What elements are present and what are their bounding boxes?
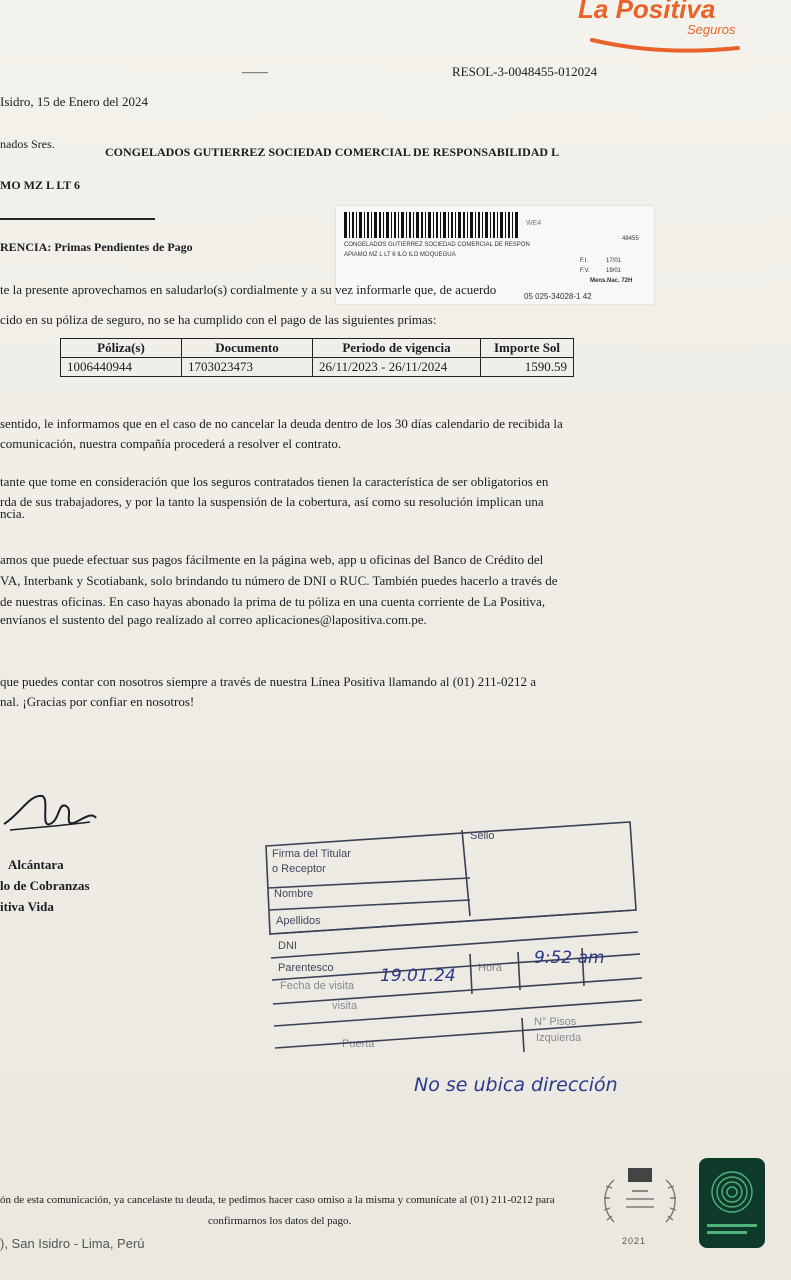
stamp-parentesco-label: Parentesco bbox=[278, 962, 334, 974]
label-fv: F.V. bbox=[580, 268, 590, 274]
label-bottom: 05 025-34028-1 42 bbox=[524, 292, 592, 301]
stamp-puerta-label: Puerta bbox=[342, 1038, 375, 1050]
signer-title: lo de Cobranzas bbox=[0, 878, 90, 893]
fingerprint-icon bbox=[709, 1166, 755, 1218]
signer-name: Alcántara bbox=[8, 857, 64, 872]
cell-poliza: 1006440944 bbox=[61, 358, 182, 377]
para1-line2: comunicación, nuestra compañía procederá a resolver el contrato. bbox=[0, 436, 342, 451]
table-header-row bbox=[61, 339, 574, 358]
label-line2: APIAMO MZ L LT 6 ILO ILO MOQUEGUA bbox=[344, 252, 456, 258]
intro-line-2: cido en su póliza de seguro, no se ha cumplido con el pago de las siguientes primas: bbox=[0, 312, 437, 327]
company-address: MO MZ L LT 6 bbox=[0, 178, 81, 192]
stamp-handwritten-note: No se ubica dirección bbox=[414, 1074, 618, 1096]
footer-line1: ón de esta comunicación, ya cancelaste tu deuda, te pedimos hacer caso omiso a la misma y comunícate al (01) 211-0212 para bbox=[0, 1194, 555, 1206]
col-documento: Documento bbox=[182, 339, 313, 358]
brand-sub: Seguros bbox=[687, 22, 736, 37]
reference-line: RENCIA: Primas Pendientes de Pago bbox=[0, 240, 193, 254]
para2-line3: ncia. bbox=[0, 506, 25, 521]
greeting: nados Sres. bbox=[0, 137, 55, 151]
letter-date: Isidro, 15 de Enero del 2024 bbox=[0, 94, 149, 109]
stamp-fecha-value: 19.01.24 bbox=[380, 966, 456, 986]
footer-line2: confirmarnos los datos del pago. bbox=[208, 1215, 352, 1227]
premiums-table bbox=[60, 338, 574, 377]
col-importe: Importe Sol bbox=[481, 339, 574, 358]
footer-address: ), San Isidro - Lima, Perú bbox=[0, 1236, 145, 1251]
header-dash: —— bbox=[242, 64, 268, 79]
stamp-pisos-label: N° Pisos bbox=[534, 1016, 577, 1028]
seal-bar bbox=[707, 1224, 757, 1227]
para3-line2: VA, Interbank y Scotiabank, solo brindando tu número de DNI o RUC. También puedes hacerlo a través de bbox=[0, 573, 558, 588]
resolution-number: RESOL-3-0048455-012024 bbox=[452, 64, 598, 79]
cell-documento: 1703023473 bbox=[182, 358, 313, 377]
stamp-nombre-label: Nombre bbox=[274, 888, 314, 900]
signature-icon bbox=[0, 784, 100, 840]
label-mens: Mens.Nac. 72H bbox=[590, 278, 633, 284]
seal-badge bbox=[699, 1158, 765, 1248]
cell-periodo: 26/11/2023 - 26/11/2024 bbox=[313, 358, 481, 377]
delivery-stamp bbox=[262, 818, 642, 1118]
table-row bbox=[61, 358, 574, 377]
label-fe-value: 17/01 bbox=[606, 258, 622, 264]
seal-bar bbox=[707, 1231, 747, 1234]
stamp-apellidos-label: Apellidos bbox=[276, 915, 321, 927]
label-fv-value: 19/01 bbox=[606, 268, 622, 274]
intro-line-1: te la presente aprovechamos en saludarlo(s) cordialmente y a su vez informarle que, de acuerdo bbox=[0, 282, 497, 297]
para3-line4: envíanos el sustento del pago realizado al correo aplicaciones@lapositiva.com.pe. bbox=[0, 612, 427, 627]
barcode-icon bbox=[344, 212, 524, 238]
stamp-izquierda-label: Izquierda bbox=[536, 1032, 582, 1044]
col-periodo: Periodo de vigencia bbox=[313, 339, 481, 358]
para2-line1: tante que tome en consideración que los seguros contratados tienen la característica de ser obligatorios en bbox=[0, 474, 549, 489]
para1-line1: sentido, le informamos que en el caso de no cancelar la deuda dentro de los 30 días calendario de recibida la bbox=[0, 416, 563, 431]
stamp-fecha-label: Fecha de visita bbox=[280, 980, 354, 992]
label-number: 48455 bbox=[622, 236, 639, 242]
col-poliza: Póliza(s) bbox=[61, 339, 182, 358]
para4-line1: que puedes contar con nosotros siempre a través de nuestra Línea Positiva llamando al (01) 211-0212 a bbox=[0, 674, 536, 689]
label-line1: CONGELADOS GUTIERREZ SOCIEDAD COMERCIAL DE RESPON bbox=[344, 242, 530, 248]
stamp-firma-label: Firma del Titular bbox=[272, 848, 351, 860]
stamp-receptor-label: o Receptor bbox=[272, 863, 326, 875]
stamp-hora-value: 9:52 am bbox=[534, 948, 605, 968]
label-fe: F.I. bbox=[580, 258, 589, 264]
cell-importe: 1590.59 bbox=[481, 358, 574, 377]
label-code: WE4 bbox=[526, 220, 542, 227]
para3-line1: amos que puede efectuar sus pagos fácilmente en la página web, app u oficinas del Banco de Crédito del bbox=[0, 552, 544, 567]
divider bbox=[0, 218, 155, 220]
stamp-sello-label: Sello bbox=[470, 830, 495, 842]
brand-logo: La Positiva bbox=[578, 0, 716, 24]
stamp-hora-label: Hora bbox=[478, 962, 502, 974]
para3-line3: de nuestras oficinas. En caso hayas abonado la prima de tu póliza en una cuenta corriente de La Positiva, bbox=[0, 594, 546, 609]
stamp-visita-label: visita bbox=[332, 1000, 358, 1012]
para2-line2: rda de sus trabajadores, y por la tanto la suspensión de la cobertura, así como su resolución implican una bbox=[0, 494, 544, 509]
stamp-dni-label: DNI bbox=[278, 940, 297, 952]
signer-company: itiva Vida bbox=[0, 899, 54, 914]
company-name: CONGELADOS GUTIERREZ SOCIEDAD COMERCIAL DE RESPONSABILIDAD L bbox=[105, 145, 560, 159]
award-laurel-icon bbox=[592, 1160, 688, 1240]
para4-line2: nal. ¡Gracias por confiar en nosotros! bbox=[0, 694, 195, 709]
award-year: 2021 bbox=[622, 1236, 647, 1246]
logo-swoosh-icon bbox=[590, 34, 740, 58]
